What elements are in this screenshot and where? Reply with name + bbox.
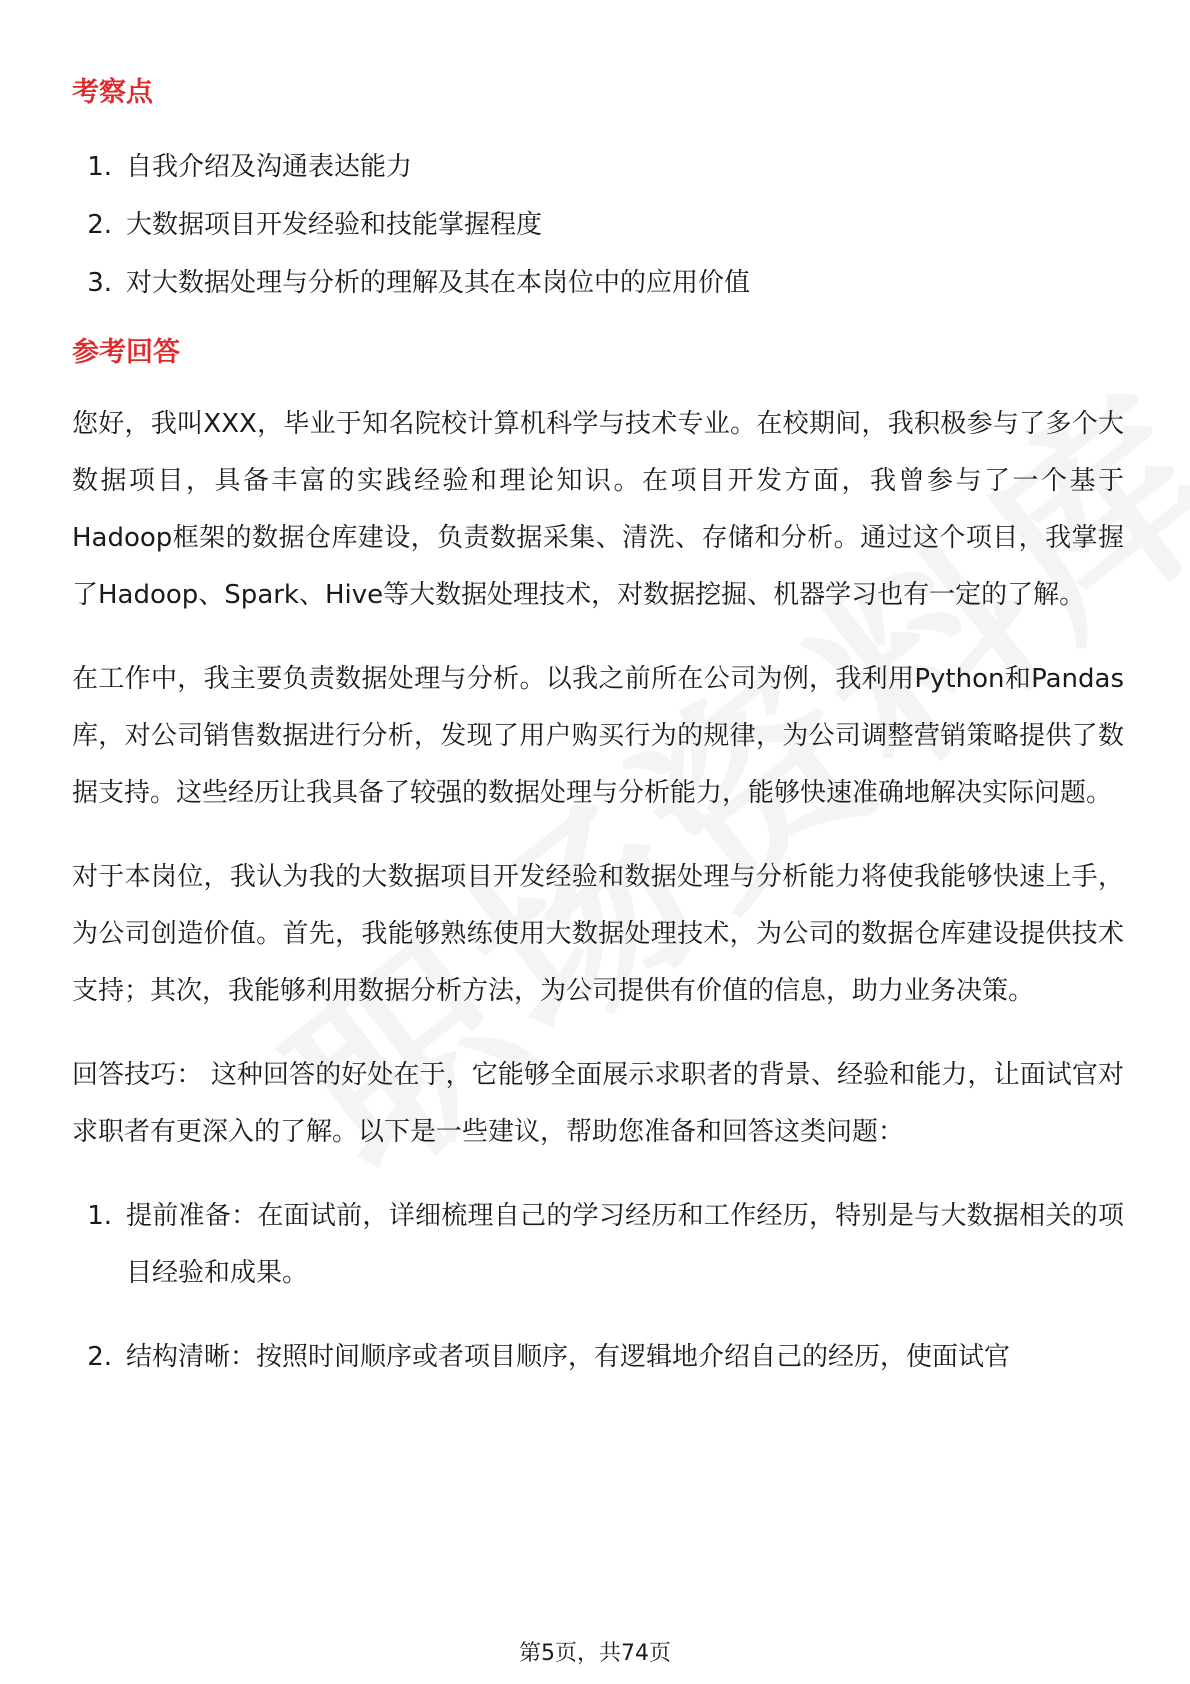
list-item-number: 1. (87, 1201, 112, 1231)
answer-paragraph-2: 在工作中，我主要负责数据处理与分析。以我之前所在公司为例，我利用Python和Pandas库，对公司销售数据进行分析，发现了用户购买行为的规律，为公司调整营销策略提供了数据支持。这些经历让我具备了较强的数据处理与分析能力，能够快速准确地解决实际问题。 (72, 664, 1124, 808)
list-item (72, 196, 1124, 254)
list-item-text: 大数据项目开发经验和技能掌握程度 (126, 210, 543, 240)
list-item (72, 1188, 1124, 1302)
list-item (72, 138, 1124, 196)
page-content (72, 70, 1124, 1413)
list-item (72, 1329, 1124, 1386)
list-item-text: 结构清晰：按照时间顺序或者项目顺序，有逻辑地介绍自己的经历，使面试官 (126, 1342, 1011, 1372)
list-item-number: 2. (87, 1342, 112, 1372)
kaochadian-list (72, 138, 1124, 312)
page-number-footer: 第5页，共74页 (519, 1641, 671, 1666)
section-heading-kaochadian: 考察点 (72, 77, 153, 108)
section-heading-cankaohuida: 参考回答 (72, 337, 180, 368)
list-item-text: 自我介绍及沟通表达能力 (126, 152, 413, 182)
list-item-text: 提前准备：在面试前，详细梳理自己的学习经历和工作经历，特别是与大数据相关的项目经验和成果。 (126, 1201, 1124, 1288)
list-item-number: 1. (87, 152, 112, 182)
list-item-text: 对大数据处理与分析的理解及其在本岗位中的应用价值 (126, 268, 751, 298)
list-item (72, 254, 1124, 312)
answer-tips-intro: 回答技巧： 这种回答的好处在于，它能够全面展示求职者的背景、经验和能力，让面试官对求职者有更深入的了解。以下是一些建议，帮助您准备和回答这类问题： (72, 1060, 1124, 1147)
list-item-number: 2. (87, 210, 112, 240)
answer-paragraph-3: 对于本岗位，我认为我的大数据项目开发经验和数据处理与分析能力将使我能够快速上手，为公司创造价值。首先，我能够熟练使用大数据处理技术，为公司的数据仓库建设提供技术支持；其次，我能够利用数据分析方法，为公司提供有价值的信息，助力业务决策。 (72, 862, 1124, 1006)
list-item-number: 3. (87, 268, 112, 298)
answer-paragraph-1: 您好，我叫XXX，毕业于知名院校计算机科学与技术专业。在校期间，我积极参与了多个大数据项目，具备丰富的实践经验和理论知识。在项目开发方面，我曾参与了一个基于Hadoop框架的数据仓库建设，负责数据采集、清洗、存储和分析。通过这个项目，我掌握了Hadoop、Spark、Hive等大数据处理技术，对数据挖掘、机器学习也有一定的了解。 (72, 409, 1124, 610)
tips-list (72, 1188, 1124, 1386)
